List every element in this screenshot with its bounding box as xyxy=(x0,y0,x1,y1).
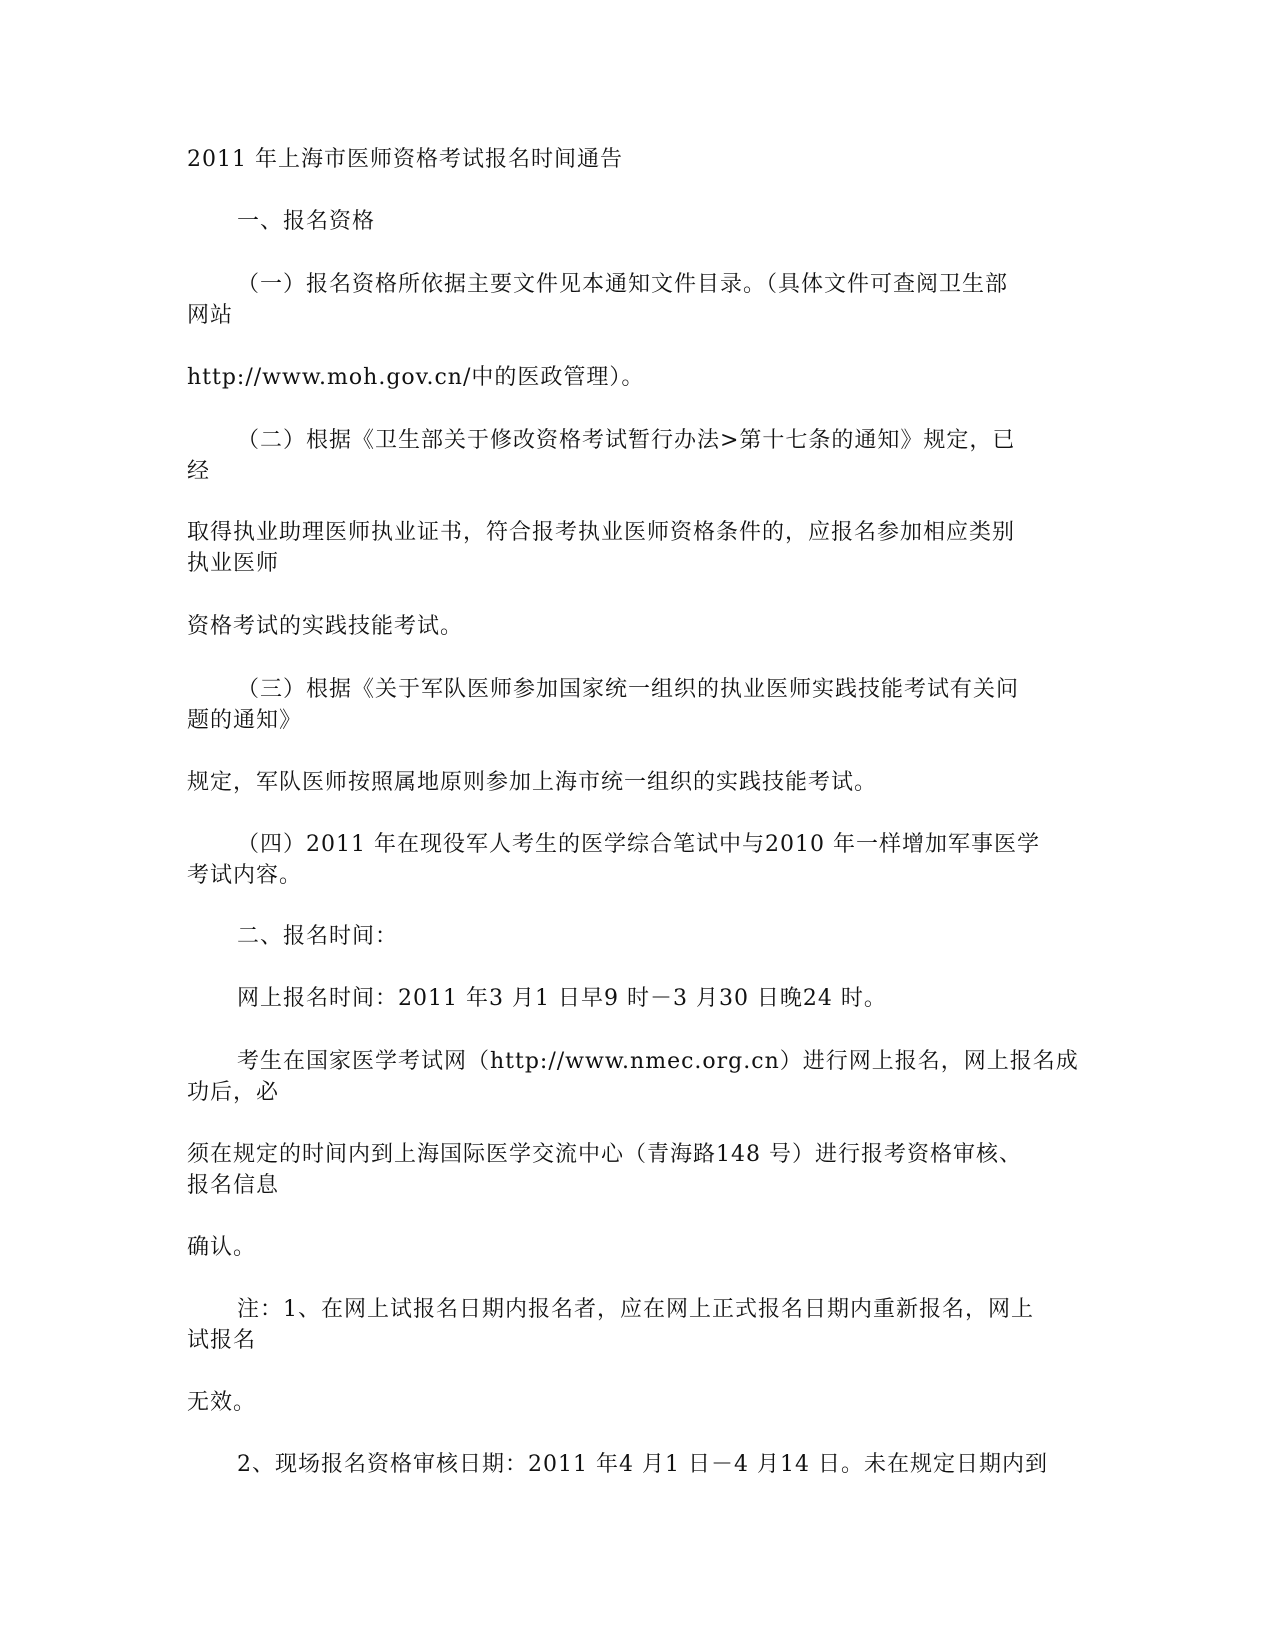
note-line: 2、现场报名资格审核日期：2011 年4 月1 日－4 月14 日。未在规定日期内到 xyxy=(237,1452,1048,1477)
section-heading-registration-time: 二、报名时间： xyxy=(237,924,399,949)
paragraph-line: 规定，军队医师按照属地原则参加上海市统一组织的实践技能考试。 xyxy=(187,770,878,795)
paragraph-line: 执业医师 xyxy=(187,551,280,576)
paragraph-line: 须在规定的时间内到上海国际医学交流中心（青海路148 号）进行报考资格审核、 xyxy=(187,1142,1022,1167)
paragraph-line: http://www.moh.gov.cn/中的医政管理）。 xyxy=(187,365,645,390)
paragraph-line: 确认。 xyxy=(187,1235,257,1260)
paragraph-line: 资格考试的实践技能考试。 xyxy=(187,614,464,639)
paragraph-line: 功后，必 xyxy=(187,1080,280,1105)
paragraph-line: 考试内容。 xyxy=(187,863,303,888)
note-line: 注：1、在网上试报名日期内报名者，应在网上正式报名日期内重新报名，网上 xyxy=(237,1297,1034,1322)
paragraph-line: （二）根据《卫生部关于修改资格考试暂行办法>第十七条的通知》规定，已 xyxy=(237,428,1016,453)
paragraph-line: 取得执业助理医师执业证书，符合报考执业医师资格条件的，应报名参加相应类别 xyxy=(187,520,1016,545)
paragraph-line: 考生在国家医学考试网（http://www.nmec.org.cn）进行网上报名，网上报名成 xyxy=(237,1049,1079,1074)
paragraph-line: 经 xyxy=(187,459,211,484)
paragraph-line: 网站 xyxy=(187,303,234,328)
section-heading-eligibility: 一、报名资格 xyxy=(237,209,376,234)
document-title: 2011 年上海市医师资格考试报名时间通告 xyxy=(187,147,623,172)
paragraph-line: （三）根据《关于军队医师参加国家统一组织的执业医师实践技能考试有关问 xyxy=(237,677,1020,702)
paragraph-line: （一）报名资格所依据主要文件见本通知文件目录。（具体文件可查阅卫生部 xyxy=(237,272,1009,297)
paragraph-line: 网上报名时间：2011 年3 月1 日早9 时－3 月30 日晚24 时。 xyxy=(237,986,887,1011)
paragraph-line: 报名信息 xyxy=(187,1173,280,1198)
paragraph-line: 题的通知》 xyxy=(187,708,303,733)
note-line: 试报名 xyxy=(187,1328,257,1353)
paragraph-line: （四）2011 年在现役军人考生的医学综合笔试中与2010 年一样增加军事医学 xyxy=(237,832,1040,857)
note-line: 无效。 xyxy=(187,1390,257,1415)
